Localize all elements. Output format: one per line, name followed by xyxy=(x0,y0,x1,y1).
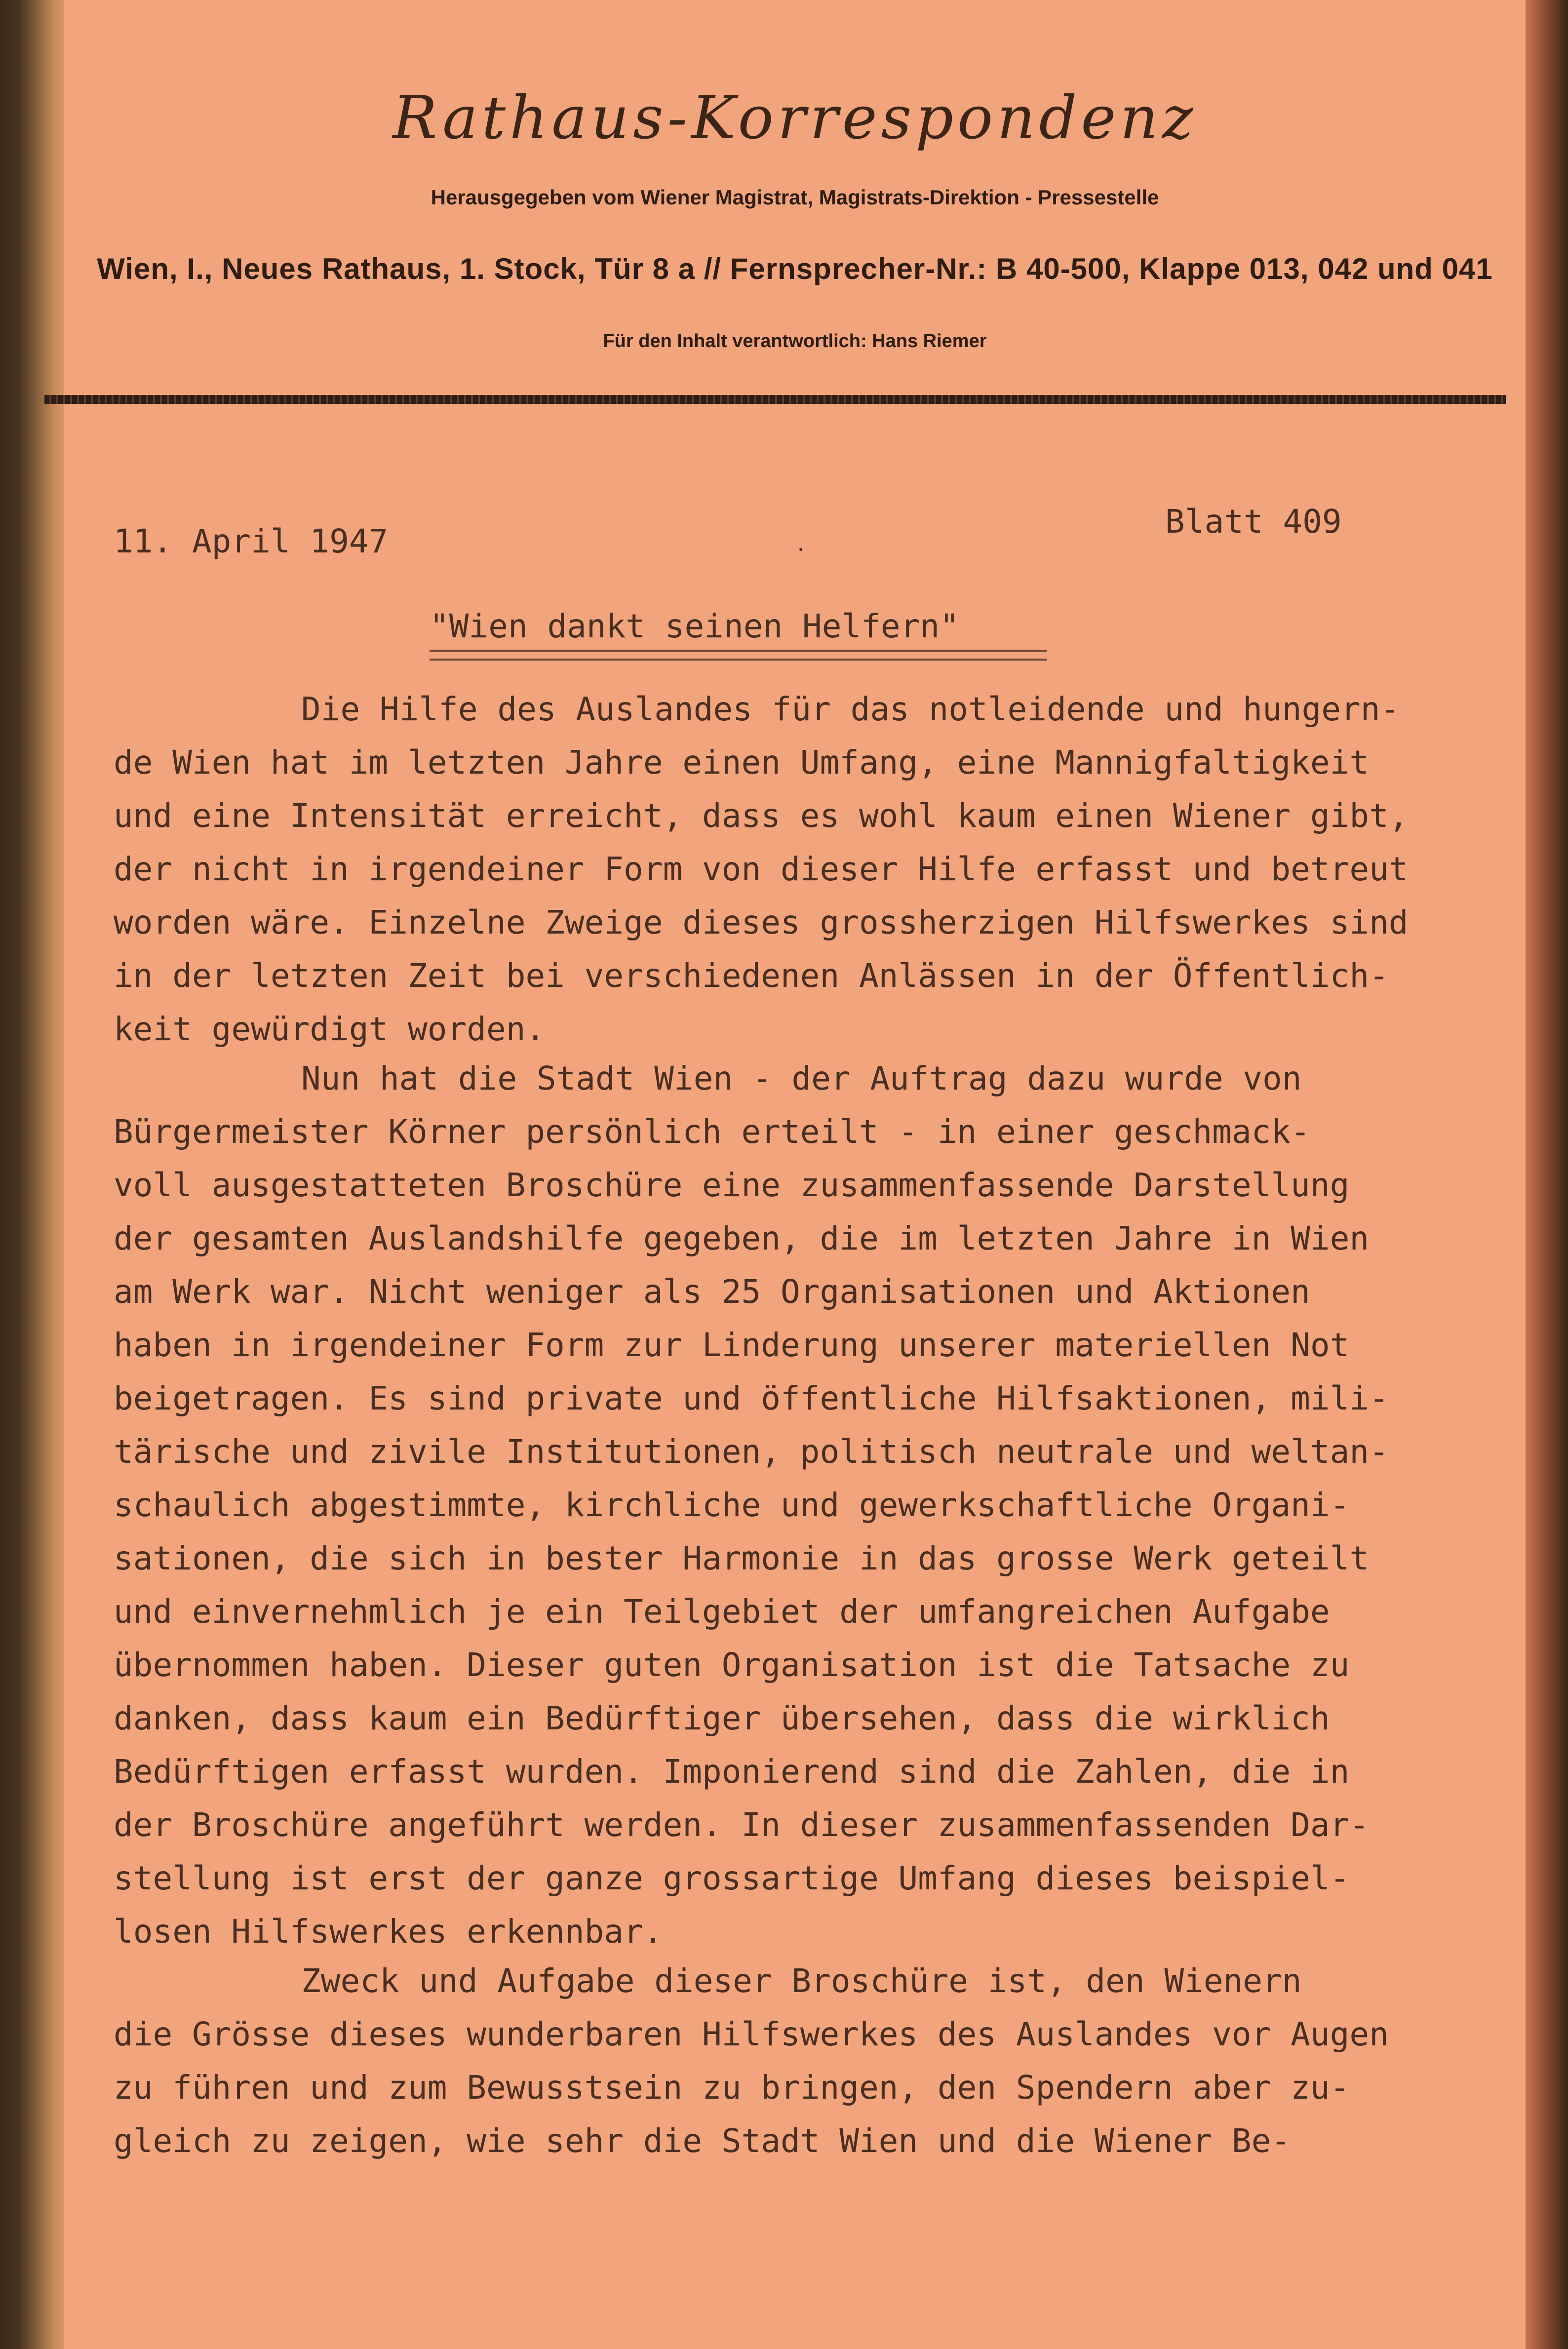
article-headline: "Wien dankt seinen Helfern" xyxy=(430,607,959,645)
body-line: übernommen haben. Dieser guten Organisation ist die Tatsache zu xyxy=(114,1646,1350,1684)
body-line: am Werk war. Nicht weniger als 25 Organisationen und Aktionen xyxy=(114,1273,1310,1311)
masthead-title: Rathaus-Korrespondenz xyxy=(392,84,1197,153)
sheet-number: Blatt 409 xyxy=(1165,503,1342,541)
masthead-address: Wien, I., Neues Rathaus, 1. Stock, Tür 8 a // Fernsprecher-Nr.: B 40-500, Klappe 013, 042 und 041 xyxy=(97,252,1493,285)
body-line: und einvernehmlich je ein Teilgebiet der umfangreichen Aufgabe xyxy=(114,1593,1330,1631)
body-line: Die Hilfe des Auslandes für das notleidende und hungern- xyxy=(301,690,1400,728)
body-line: losen Hilfswerkes erkennbar. xyxy=(114,1913,663,1951)
body-line: beigetragen. Es sind private und öffentliche Hilfsaktionen, mili- xyxy=(114,1379,1389,1417)
body-line: haben in irgendeiner Form zur Linderung unserer materiellen Not xyxy=(114,1326,1350,1364)
body-line: Nun hat die Stadt Wien - der Auftrag dazu wurde von xyxy=(301,1059,1302,1097)
body-line: in der letzten Zeit bei verschiedenen Anlässen in der Öffentlich- xyxy=(114,957,1389,995)
masthead-publisher: Herausgegeben vom Wiener Magistrat, Magistrats-Direktion - Pressestelle xyxy=(431,186,1159,209)
stray-mark: . xyxy=(795,533,807,556)
body-line: Bedürftigen erfasst wurden. Imponierend sind die Zahlen, die in xyxy=(114,1753,1350,1791)
body-line: der gesamten Auslandshilfe gegeben, die im letzten Jahre in Wien xyxy=(114,1219,1370,1257)
body-line: keit gewürdigt worden. xyxy=(114,1010,546,1048)
body-line: schaulich abgestimmte, kirchliche und gewerkschaftliche Organi- xyxy=(114,1486,1350,1524)
body-line: sationen, die sich in bester Harmonie in das grosse Werk geteilt xyxy=(114,1539,1370,1577)
body-line: gleich zu zeigen, wie sehr die Stadt Wien und die Wiener Be- xyxy=(114,2122,1291,2160)
masthead-responsible: Für den Inhalt verantwortlich: Hans Riemer xyxy=(603,331,987,352)
body-line: der Broschüre angeführt werden. In dieser zusammenfassenden Dar- xyxy=(114,1806,1370,1844)
body-line: der nicht in irgendeiner Form von dieser Hilfe erfasst und betreut xyxy=(114,850,1409,888)
body-line: zu führen und zum Bewusstsein zu bringen, den Spendern aber zu- xyxy=(114,2069,1350,2107)
document-date: 11. April 1947 xyxy=(114,522,389,560)
body-line: Zweck und Aufgabe dieser Broschüre ist, den Wienern xyxy=(301,1962,1302,2000)
body-line: worden wäre. Einzelne Zweige dieses grossherzigen Hilfswerkes sind xyxy=(114,903,1409,941)
body-line: tärische und zivile Institutionen, politisch neutrale und weltan- xyxy=(114,1433,1389,1471)
headline-underline xyxy=(430,650,1047,661)
body-line: stellung ist erst der ganze grossartige Umfang dieses beispiel- xyxy=(114,1859,1350,1897)
body-line: Bürgermeister Körner persönlich erteilt - in einer geschmack- xyxy=(114,1113,1310,1151)
body-line: die Grösse dieses wunderbaren Hilfswerkes des Auslandes vor Augen xyxy=(114,2015,1389,2053)
body-line: de Wien hat im letzten Jahre einen Umfang, eine Mannigfaltigkeit xyxy=(114,744,1370,782)
masthead-rule xyxy=(44,395,1506,404)
body-line: voll ausgestatteten Broschüre eine zusammenfassende Darstellung xyxy=(114,1166,1350,1204)
body-line: und eine Intensität erreicht, dass es wohl kaum einen Wiener gibt, xyxy=(114,797,1409,835)
document-page xyxy=(64,0,1526,2349)
body-line: danken, dass kaum ein Bedürftiger übersehen, dass die wirklich xyxy=(114,1699,1330,1737)
